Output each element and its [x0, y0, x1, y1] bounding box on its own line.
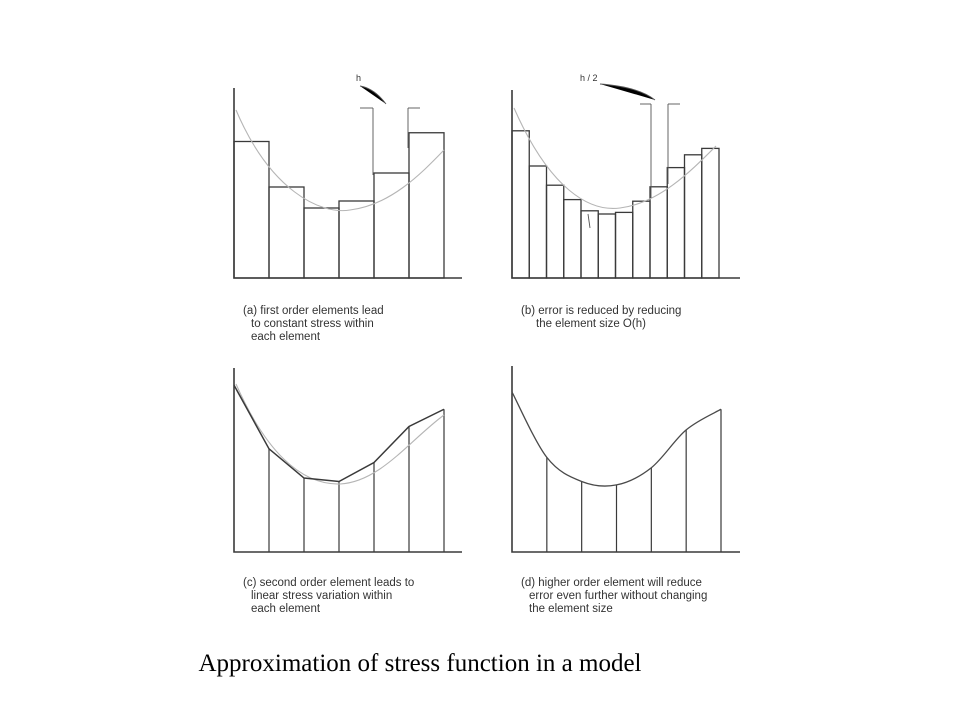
- panel-c-linear-approximation: [234, 385, 444, 481]
- panel-a-dimension: [356, 73, 420, 175]
- panel-b-caption: (b) error is reduced by reducing the element size O(h): [521, 305, 682, 330]
- panel-b-refined-mesh: [512, 73, 740, 330]
- panel-c-exact-curve: [236, 384, 444, 484]
- panel-a-element-bar: [304, 208, 339, 278]
- panel-a-exact-curve: [236, 110, 444, 211]
- panel-a-caption: (a) first order elements lead to constant stress within each element: [243, 305, 384, 343]
- panel-a-axes: [234, 88, 462, 278]
- panel-c-caption: (c) second order element leads to linear stress variation within each element: [243, 577, 415, 615]
- panel-d-higher-order-curve: [512, 392, 721, 486]
- panel-b-element-bar: [564, 200, 581, 278]
- panel-d-element-lines: [547, 409, 721, 552]
- panel-b-element-bar: [667, 168, 684, 278]
- panel-d-higher-order: [512, 366, 740, 615]
- panel-b-element-bar: [529, 166, 546, 278]
- panel-b-h2-label: h / 2: [580, 73, 598, 83]
- panel-b-element-bar: [702, 148, 719, 278]
- panel-a-element-bars: [234, 133, 444, 278]
- figure-title: Approximation of stress function in a model: [198, 650, 642, 677]
- panel-b-element-bar: [598, 214, 615, 278]
- panel-b-element-bars: [512, 131, 719, 278]
- panel-b-element-bar: [633, 201, 650, 278]
- panel-d-axes: [512, 366, 740, 552]
- panel-b-element-bar: [650, 187, 667, 278]
- panel-b-element-bar: [616, 212, 633, 278]
- panel-a-element-bar: [374, 173, 409, 278]
- panel-c-axes: [234, 368, 462, 552]
- panel-a-element-bar: [339, 201, 374, 278]
- panel-b-element-bar: [547, 185, 564, 278]
- panel-b-element-bar: [512, 131, 529, 278]
- panel-b-element-bar: [581, 211, 598, 278]
- panel-b-exact-curve: [514, 108, 716, 208]
- panel-a-first-order: [234, 73, 462, 343]
- panel-d-caption: (d) higher order element will reduce error even further without changing the element size: [521, 577, 708, 615]
- panel-a-element-bar: [409, 133, 444, 278]
- panel-a-h-label: h: [356, 73, 362, 83]
- panel-c-second-order: [234, 368, 462, 615]
- panel-a-element-bar: [234, 142, 269, 279]
- panel-a-element-bar: [269, 187, 304, 278]
- panel-b-dimension: [580, 73, 680, 228]
